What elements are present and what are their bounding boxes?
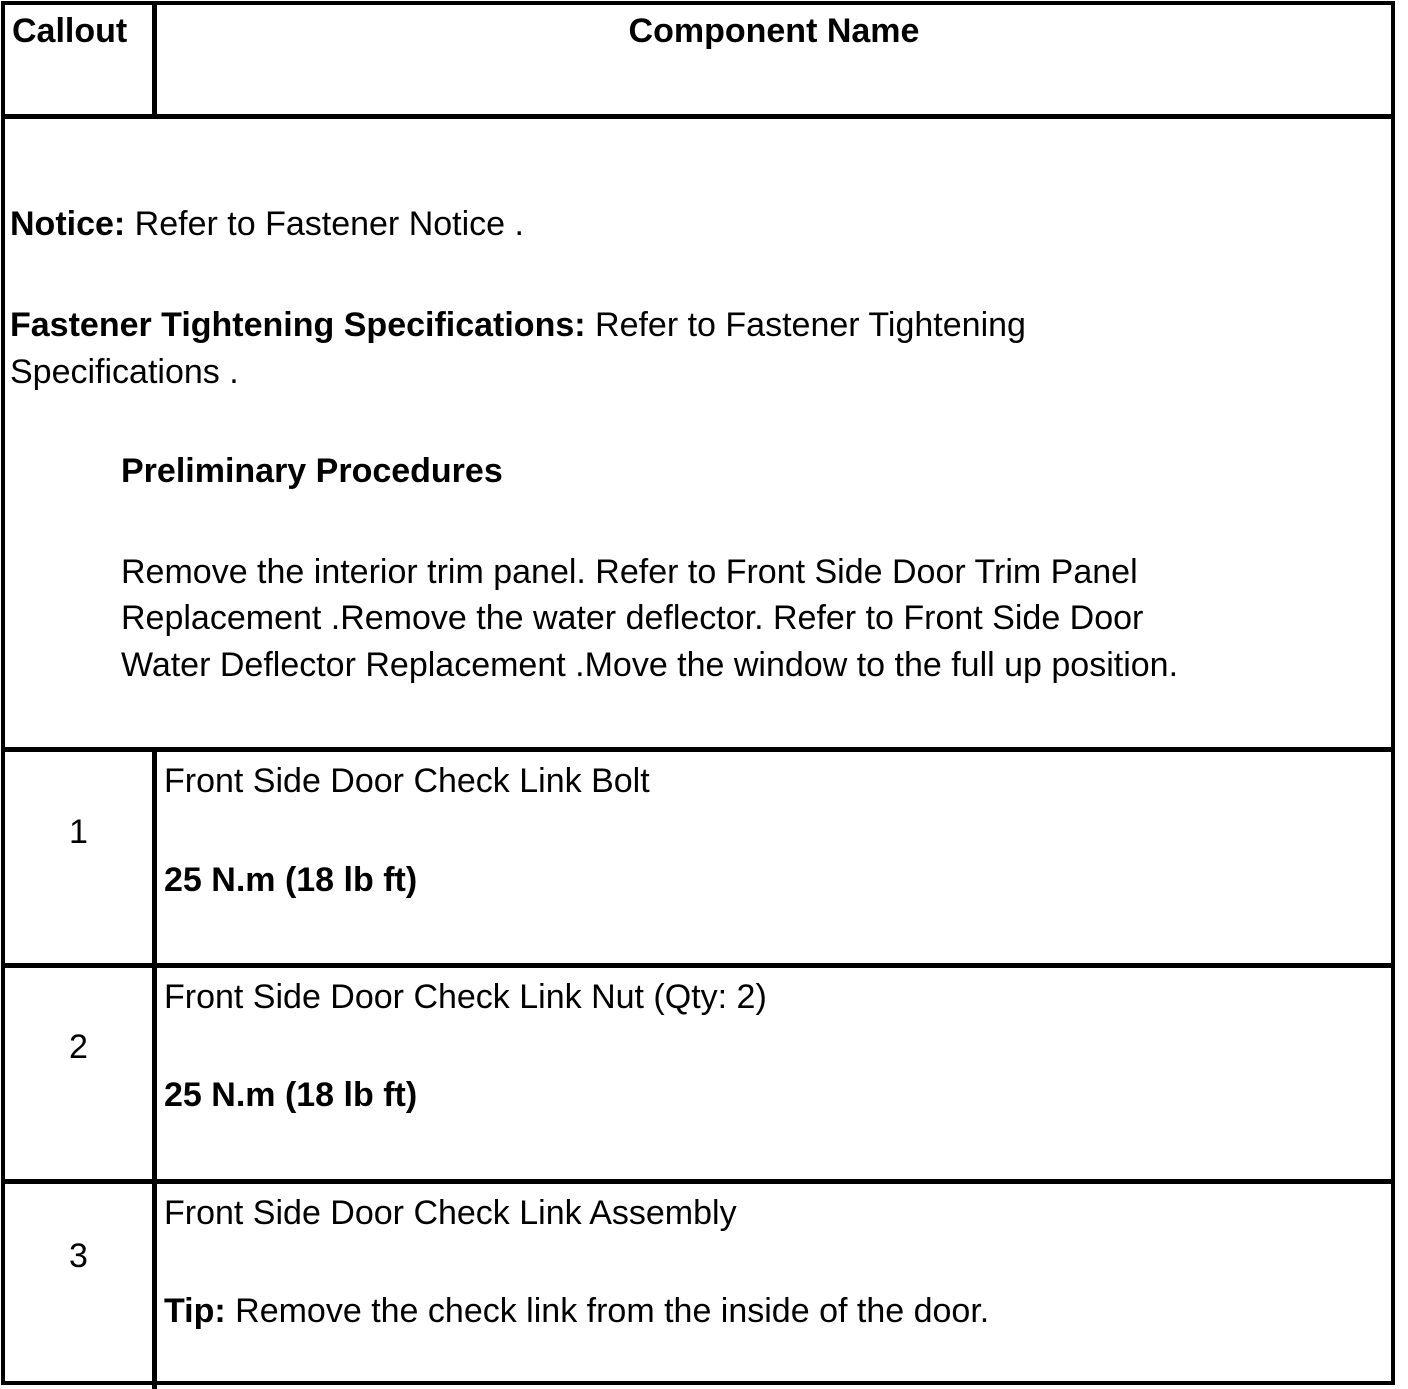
tip-line: [164, 1288, 989, 1335]
callout-number: 2: [69, 1028, 88, 1066]
row-2-divider: [5, 1179, 1391, 1184]
component-name: Front Side Door Check Link Assembly: [164, 1194, 737, 1232]
component-name: Front Side Door Check Link Nut (Qty: 2): [164, 978, 767, 1016]
preliminary-procedure-line-3: Water Deflector Replacement .Move the window to the full up position.: [121, 646, 1179, 684]
torque-spec: 25 N.m (18 lb ft): [164, 861, 418, 899]
component-name-header: Component Name: [628, 12, 920, 50]
fastener-spec-line-2: Specifications .: [10, 353, 239, 391]
preliminary-procedure-line-1: Remove the interior trim panel. Refer to Front Side Door Trim Panel: [121, 553, 1138, 591]
notice-line: [10, 201, 524, 248]
callout-header: Callout: [12, 12, 128, 50]
notes-row-divider: [5, 747, 1391, 752]
notice-label: Notice:: [10, 205, 126, 243]
fastener-spec-text-1: Refer to Fastener Tightening: [585, 306, 1026, 344]
row-2-column-divider: [152, 963, 157, 1181]
component-name: Front Side Door Check Link Bolt: [164, 762, 650, 800]
preliminary-procedures-heading: Preliminary Procedures: [121, 452, 503, 490]
callout-number: 3: [69, 1237, 88, 1275]
preliminary-procedure-line-2: Replacement .Remove the water deflector. Refer to Front Side Door: [121, 599, 1144, 637]
notice-text: Refer to Fastener Notice .: [125, 205, 524, 243]
row-1-divider: [5, 963, 1391, 968]
header-row-divider: [5, 114, 1391, 119]
tip-label: Tip:: [164, 1292, 226, 1330]
component-table: [1, 1, 1395, 1385]
fastener-spec-label: Fastener Tightening Specifications:: [10, 306, 586, 344]
tip-text: Remove the check link from the inside of the door.: [225, 1292, 990, 1330]
callout-number: 1: [69, 813, 88, 851]
row-1-column-divider: [152, 747, 157, 965]
torque-spec: 25 N.m (18 lb ft): [164, 1076, 418, 1114]
row-3-column-divider: [152, 1179, 157, 1389]
fastener-spec-line-1: [10, 302, 1026, 349]
